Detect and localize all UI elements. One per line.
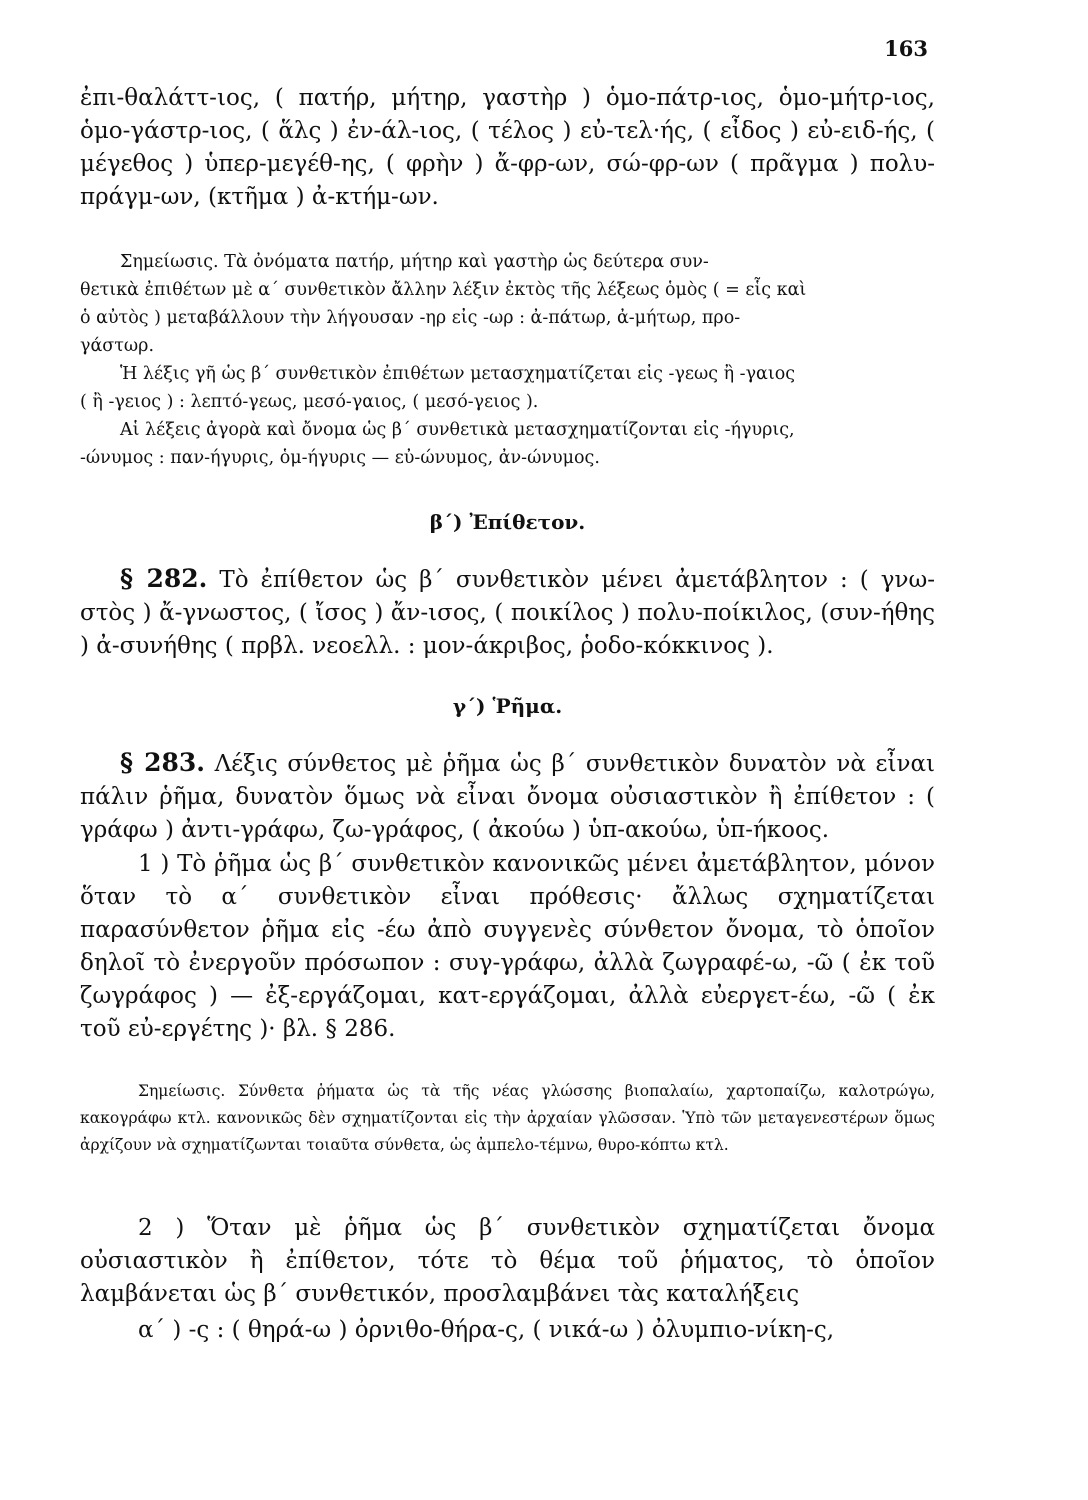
note-1-line: ὁ αὐτὸς ) μεταβάλλουν τὴν λήγουσαν -ηρ εἰς -ωρ : ἀ-πάτωρ, ἀ-μήτωρ, προ-: [80, 308, 741, 328]
section-282-text: Τὸ ἐπίθετον ὡς β΄ συνθετικὸν μένει ἀμετάβλητον : ( γνω-στὸς ) ἄ-γνωστος, ( ἴσος ) ἄν-ισος, ( ποικίλος ) πολυ-ποίκιλος, (συν-ήθης ) ἀ-συνήθης ( πρβλ. νεοελλ. : μον-άκριβος, ῥοδο-κόκκινος ).: [80, 567, 936, 659]
item-2a: α΄ ) -ς : ( θηρά-ω ) ὀρνιθο-θήρα-ς, ( νικά-ω ) ὀλυμπιο-νίκη-ς,: [138, 1317, 835, 1343]
note-1-line: ( ἢ -γειος ) : λεπτό-γεως, μεσό-γαιος, ( μεσό-γειος ).: [80, 392, 539, 412]
section-282-number: § 282.: [120, 564, 208, 593]
section-283-number: § 283.: [120, 748, 205, 777]
note-1-line: θετικὰ ἐπιθέτων μὲ α΄ συνθετικὸν ἄλλην λέξιν ἐκτὸς τῆς λέξεως ὁμὸς ( = εἷς καὶ: [80, 280, 807, 300]
paragraph-adjective-compounds: ἐπι-θαλάττ-ιος, ( πατήρ, μήτηρ, γαστὴρ ) ὁμο-πάτρ-ιος, ὁμο-μήτρ-ιος, ὁμο-γάστρ-ιος, ( ἅλς ) ἐν-άλ-ιος, ( τέλος ) εὐ-τελ·ής, ( εἶδος ) εὐ-ειδ-ής, ( μέγεθος ) ὑπερ-μεγέθ-ης, ( φρὴν ) ἄ-φρ-ων, σώ-φρ-ων ( πρᾶγμα ) πολυ-πράγμ-ων, (κτῆμα ) ἀ-κτήμ-ων.: [80, 85, 935, 210]
note-1-line: Αἱ λέξεις ἀγορὰ καὶ ὄνομα ὡς β΄ συνθετικὰ μετασχηματίζονται εἰς -ήγυρις,: [120, 420, 795, 440]
item-1: 1 ) Τὸ ῥῆμα ὡς β΄ συνθετικὸν κανονικῶς μένει ἀμετάβλητον, μόνον ὅταν τὸ α΄ συνθετικὸν εἶναι πρόθεσις· ἄλλως σχηματίζεται παρασύνθετον ῥῆμα εἰς -έω ἀπὸ συγγενὲς σύνθετον ὄνομα, τὸ ὁποῖον δηλοῖ τὸ ἐνεργοῦν πρόσωπον : συγ-γράφω, ἀλλὰ ζωγραφέ-ω, -ῶ ( ἐκ τοῦ ζωγράφος ) — ἐξ-εργάζομαι, κατ-εργάζομαι, ἀλλὰ εὐεργετ-έω, -ῶ ( ἐκ τοῦ εὐ-εργέτης )· βλ. § 286.: [80, 851, 935, 1042]
note-1: [80, 248, 935, 472]
section-282: [80, 562, 935, 663]
item-2: 2 ) Ὅταν μὲ ῥῆμα ὡς β΄ συνθετικὸν σχηματίζεται ὄνομα οὐσιαστικὸν ἢ ἐπίθετον, τότε τὸ θέμα τοῦ ῥήματος, τὸ ὁποῖον λαμβάνεται ὡς β΄ συνθετικόν, προσλαμβάνει τὰς καταλήξεις: [80, 1215, 935, 1307]
note-2: Σημείωσις. Σύνθετα ῥήματα ὡς τὰ τῆς νέας γλώσσης βιοπαλαίω, χαρτοπαίζω, καλοτρώγω, κακογράφω κτλ. κανονικῶς δὲν σχηματίζονται εἰς τὴν ἀρχαίαν γλῶσσαν. Ὑπὸ τῶν μεταγενεστέρων ὅμως ἀρχίζουν νὰ σχηματίζωνται τοιαῦτα σύνθετα, ὡς ἀμπελο-τέμνω, θυρο-κόπτω κτλ.: [80, 1082, 935, 1154]
note-1-line: Σημείωσις. Τὰ ὀνόματα πατήρ, μήτηρ καὶ γαστὴρ ὡς δεύτερα συν-: [120, 252, 709, 272]
section-283-text: Λέξις σύνθετος μὲ ῥῆμα ὡς β΄ συνθετικὸν δυνατὸν νὰ εἶναι πάλιν ῥῆμα, δυνατὸν ὅμως νὰ εἶναι ὄνομα οὐσιαστικὸν ἢ ἐπίθετον : ( γράφω ) ἀντι-γράφω, ζω-γράφος, ( ἀκούω ) ὑπ-ακούω, ὑπ-ήκοος.: [80, 751, 935, 843]
note-1-line: γάστωρ.: [80, 336, 155, 356]
section-heading-verb: γ΄) Ῥῆμα.: [452, 694, 563, 718]
page-number: 163: [884, 36, 928, 61]
note-1-line: -ώνυμος : παν-ήγυρις, ὁμ-ήγυρις — εὐ-ώνυμος, ἀν-ώνυμος.: [80, 448, 600, 468]
section-283: [80, 746, 935, 847]
section-heading-adjective: β΄) Ἐπίθετον.: [429, 510, 586, 534]
note-1-line: Ἡ λέξις γῆ ὡς β΄ συνθετικὸν ἐπιθέτων μετασχηματίζεται εἰς -γεως ἢ -γαιος: [120, 364, 796, 384]
